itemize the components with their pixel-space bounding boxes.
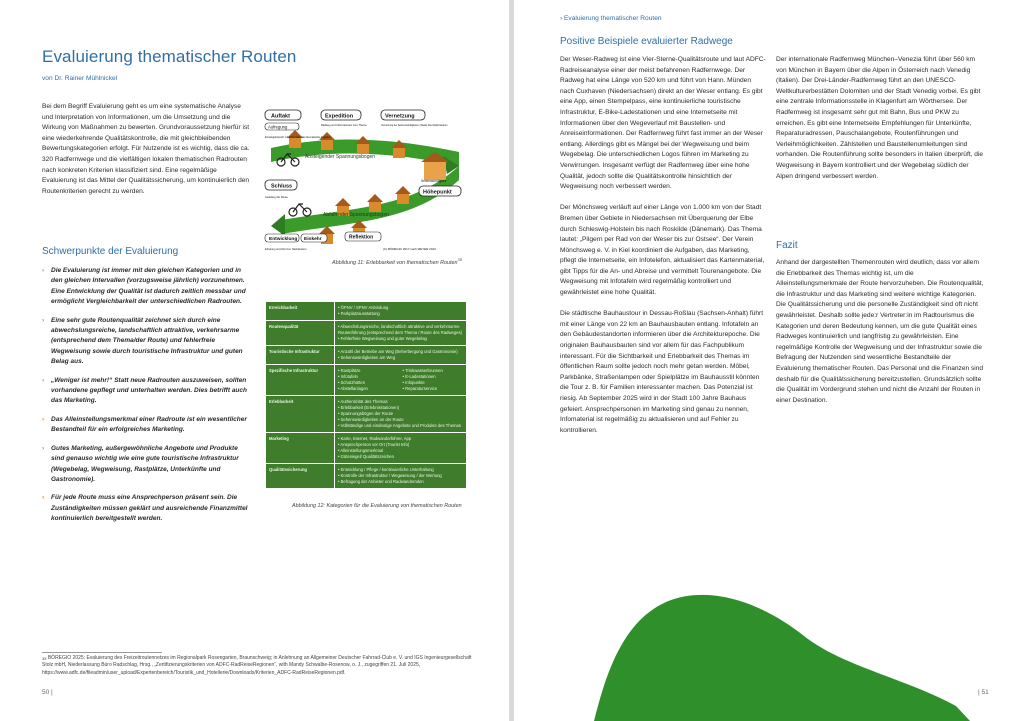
- criteria-items: [335, 464, 467, 489]
- label-reflektion: Reflektion: [349, 234, 374, 241]
- note-ausklang: Ausklang der Route: [265, 196, 288, 199]
- criteria-category: Marketing: [266, 433, 335, 464]
- criteria-items: [335, 396, 467, 433]
- criteria-item: • Kontrolle der Infrastruktur / Wegweisung / der Wertung: [338, 473, 442, 478]
- label-sehenswuerdigkeit: Sehenswürdigkeit: [421, 179, 447, 183]
- decorative-green-shape: [574, 588, 974, 721]
- criteria-item: • Abstellanlagen: [338, 386, 368, 391]
- criteria-row: [266, 321, 467, 346]
- criteria-row: [266, 396, 467, 433]
- criteria-item: • Anzahl der Betriebe am Weg (Beherbergung und Gastronomie): [338, 349, 458, 354]
- label-rising-arc: Ansteigender Spannungsbogen: [305, 154, 376, 160]
- criteria-category: Erlebbarkeit: [266, 396, 335, 433]
- criteria-row: [266, 302, 467, 321]
- bullet-item: › Das Alleinstellungsmerkmal einer Radroute ist ein wesentlicher Bestandteil für ein erfolgreiches Marketing.: [42, 415, 247, 434]
- criteria-item: • Rastplätze: [338, 368, 361, 373]
- page-title: Evaluierung thematischer Routen: [42, 47, 297, 67]
- criteria-item: • Authentizität des Themas: [338, 399, 388, 404]
- bullet-item: › Die Evaluierung ist immer mit den gleichen Kategorien und in den gleichen Intervallen (vorzugsweise jährlich) vorzunehmen. Eine Entwicklung der Qualität ist dadurch zeitlich messbar und ermöglicht Vergleichbarkeit der unterschiedlichen Radrouten.: [42, 267, 246, 306]
- label-schluss: Schluss: [271, 183, 293, 190]
- criteria-items: [335, 365, 467, 396]
- criteria-items: [335, 302, 467, 321]
- left-page: [0, 0, 509, 721]
- criteria-item: • Sehenswürdigkeiten an der Route: [338, 417, 404, 422]
- criteria-item: • Spannungsbögen der Route: [338, 411, 394, 416]
- criteria-item: • Erlebbarkeit (Erlebnisstationen): [338, 405, 400, 410]
- bullet-list: [42, 266, 252, 533]
- figure-caption-12: Abbildung 12: Kategorien für die Evaluierung von thematischen Routen: [292, 503, 462, 509]
- chevron-right-icon: ›: [42, 376, 45, 384]
- criteria-items: [335, 321, 467, 346]
- criteria-category: Spezifische Infrastruktur: [266, 365, 335, 396]
- diagram-credit: (C) BÖREGIO 2017 nach MEYER 2010: [383, 247, 436, 251]
- criteria-item: • Reparaturservice: [402, 386, 438, 391]
- text-column-2: [776, 55, 986, 193]
- criteria-item: • ÖPNV / SPNV Anbindung: [338, 305, 389, 310]
- criteria-item: • Karte, Internet, Radwanderführer, App: [338, 436, 412, 441]
- intro-paragraph: Bei dem Begriff Evaluierung geht es um eine systematische Analyse und Interpretation von Informationen, um die Umsetzung und die Wirkung von Maßnahmen zu bewerten. Grundvoraussetzung hierfür ist eine wiederkehrende Qualitätskontrolle, die mit gleichbleibenden Bewertungskategorien erfolgt. Für Nutzende ist es wichtig, dass die ca. 320 Radfernwege und die vielfältigen lokalen thematischen Radrouten nach konkreten Kriterien klassifiziert sind. Eine regelmäßige Evaluierung ist das Mittel der Qualitätssicherung, um kontinuierlich den Routenkriterien gerecht zu werden.: [42, 103, 250, 195]
- note-radweg: Radweg und Informationen zum Thema: [321, 124, 367, 127]
- paragraph-muenchen-venezia: Der internationale Radfernweg München–Venezia führt über 560 km von München in Bayern über die Alpen in Österreich nach Venedig (Italien). Der Drei-Länder-Radfernweg führt an den UNESCO-Weltkulturerbestätten Dolomiten und der Stadt Venedig vorbei. Es gibt eine zentrale Informationsstelle in Klagenfurt am Wörthersee. Der Radfernweg ist insgesamt sehr gut mit Bahn, Bus und PKW zu erreichen. Es gibt eine Internetseite Empfehlungen für Unterkünfte, Reparaturadressen, Pauschalangebote, Routenführungen und Verleihmöglichkeiten. Zählstellen und Baustellenumleitungen sind vorhanden. Die Routenführung sollte besonders in Italien überprüft, die Wegweisung in Bayern kontrolliert und der Wegebelag südlich der Alpen dringend verbessert werden.: [776, 56, 984, 180]
- paragraph-moenchsweg: Der Mönchsweg verläuft auf einer Länge von 1.000 km von der Stadt Bremen über Gebiete in Niedersachsen mit Überquerung der Elbe durch Schleswig-Holstein bis nach Roskilde (Dänemark). Das Thema lautet: „Pilgern per Rad von der Weser bis zur Ostsee“. Der Verein Mönchsweg e. V. in Kiel koordiniert die Aufgaben, das Marketing, pflegt die Internetseite, ein Infotelefon, aktualisiert das Kartenmaterial, gibt Tipps für die An- und Abreise und vermittelt Tourenangebote. Die Wegweisung mit Infotafeln wird regelmäßig kontrolliert und gewährleistet eine hohe Qualität.: [560, 204, 765, 297]
- criteria-item: • Alleinstellungsmerkmal: [338, 448, 384, 453]
- figure-caption-11: Abbildung 11: Erlebbarkeit von thematischen Routen$^{35}$: [332, 257, 462, 266]
- right-page: [514, 0, 1024, 721]
- fazit-text: [776, 258, 986, 417]
- criteria-item: • Infotafeln: [338, 374, 358, 379]
- criteria-items: [335, 346, 467, 365]
- criteria-item: • Fehlerfreie Wegweisung und guter Wegebelag: [338, 336, 427, 341]
- chevron-right-icon: ›: [42, 316, 45, 324]
- criteria-item: • Entwicklung / Pflege / kontinuierliche Unterhaltung: [338, 467, 434, 472]
- note-vernetzung: Vernetzung der Sehenswürdigkeiten (Stadt) über Erlebnisraum: [381, 124, 448, 127]
- page-number: 50 |: [42, 689, 53, 696]
- criteria-item: • Schutzhütten: [338, 380, 366, 385]
- evaluation-criteria-table: [265, 301, 467, 489]
- criteria-row: [266, 346, 467, 365]
- section-heading-beispiele: Positive Beispiele evaluierter Radwege: [560, 36, 733, 47]
- footnote-divider: [42, 652, 162, 653]
- chevron-right-icon: ›: [42, 494, 45, 502]
- criteria-row: [266, 365, 467, 396]
- criteria-item: • Gütesiegel/ Qualitätszeichen: [338, 454, 394, 459]
- bicycle-icon: [289, 204, 311, 216]
- label-entwicklung: Entwicklung: [269, 237, 298, 242]
- label-vernetzung: Vernetzung: [385, 113, 415, 120]
- label-aufregung: Aufregung: [268, 124, 288, 130]
- note-einstieg: Einstiegsbereich mit Infos über das thematische Angebot: [265, 136, 331, 139]
- criteria-category: Routenqualität: [266, 321, 335, 346]
- chevron-right-icon: ›: [42, 415, 45, 423]
- criteria-items: [335, 433, 467, 464]
- bullet-item: › Für jede Route muss eine Ansprechperson präsent sein. Die Zuständigkeiten müssen geklärt und ausreichende Finanzmittel kontinuierlich bereitgestellt werden.: [42, 494, 248, 523]
- chevron-right-icon: ›: [42, 267, 45, 274]
- bullet-item: › Eine sehr gute Routenqualität zeichnet sich durch eine abwechslungsreiche, landschaftlich attraktive, verkehrsarme (entsprechend dem Thema/der Route) und fehlerfreie Wegweisung sowie durch touristische Infrastruktur und guten Belag aus.: [42, 316, 243, 366]
- label-auftakt: Auftakt: [271, 113, 290, 120]
- label-expedition: Expedition: [325, 113, 354, 120]
- criteria-item: • Befragung der Anbieter und Radwandernden: [338, 479, 424, 484]
- label-falling-arc: Abfallender Spannungsbogen: [323, 212, 389, 218]
- label-einkehr: Einkehr: [304, 237, 322, 242]
- text-column-1: [560, 55, 766, 447]
- paragraph-bauhaustour: Die städtische Bauhaustour in Dessau-Roßlau (Sachsen-Anhalt) führt mit einer Länge von 22 km an Bauhausbauten entlang. Infotafeln an den Gebäudestandorten informieren über die Architekturepoche. Die originalen Bauhausbauten sind vor allem für das Fachpublikum interessant. Für die Sichtbarkeit und Erlebbarkeit des Themas im öffentlichen Raum sollte jedoch noch mehr getan werden. Möbel, Parkbänke, Straßenlampen oder Spielplätze im Bauhausstil könnten die Tour z. B. für Familien interessanter machen. Das Potenzial ist riesig. Ab September 2025 wird in der Stadt 100 Jahre Bauhaus gefeiert. Ansprechpersonen im Marketing sind genau zu nennen, Infomaterial ist regelmäßig zu aktualisieren und auf Fehler zu kontrollieren.: [560, 310, 764, 434]
- chevron-right-icon: ›: [42, 444, 45, 452]
- paragraph-fazit: Anhand der dargestellten Themenrouten wird deutlich, dass vor allem die Erlebbarkeit des Themas wichtig ist, um die Alleinstellungsmerkmale der Route hervorzuheben. Die Routenqualität, die Infrastruktur und das Marketing sind weitere wichtige Kategorien. Die Qualitätssicherung und die personelle Zuständigkeit sind oft nicht gewährleistet. Deshalb sollte jede:r Vertreter:in im Radtourismus die Kategorien und deren Bedeutung kennen, um die gute Qualität eines Radweges kontinuierlich und langfristig zu gewährleisten. Eine regelmäßige Kontrolle der Wegweisung und der Infrastruktur sowie die Befragung der Nutzenden sind wesentliche Bestandteile der Evaluierung thematischer Routen. Das Personal und die Finanzen sind deshalb für die Qualitätssicherung bereitzustellen. Grundsätzlich sollte die Qualität im Vordergrund stehen und nicht die Anzahl der Routen in einer Destination.: [776, 259, 984, 404]
- bullet-item: › Gutes Marketing, außergewöhnliche Angebote und Produkte sind genauso wichtig wie eine gute touristische Infrastruktur (Wegebelag, Wegweisung, Rastplätze, Unterkünfte und Gastronomie).: [42, 444, 239, 483]
- criteria-category: Touristische Infrastruktur: [266, 346, 335, 365]
- criteria-item: • Parkplatzausstattung: [338, 311, 380, 316]
- note-erholung: Erholung und Zeit zum Nachdenken: [265, 248, 307, 251]
- criteria-item: • Abwechslungsreiche, landschaftlich attraktive und verkehrsarme Routenführung (entsprechend dem Thema / Route des Radweges): [338, 324, 462, 335]
- author-line: von Dr. Rainer Mühlnickel: [42, 75, 118, 82]
- criteria-item: • E-Ladestationen: [402, 374, 436, 379]
- section-heading-schwerpunkte: Schwerpunkte der Evaluierung: [42, 246, 179, 257]
- criteria-item: • Trinkwasserbrunnen: [402, 368, 443, 373]
- criteria-item: • Sehenswürdigkeiten am Weg: [338, 355, 396, 360]
- running-head: › Evaluierung thematischer Routen: [560, 15, 662, 22]
- page-number: | 51: [978, 689, 989, 696]
- criteria-item: • Ansprechperson vor Ort (Tourist Info): [338, 442, 410, 447]
- section-heading-fazit: Fazit: [776, 240, 798, 251]
- criteria-category: Qualitätssicherung: [266, 464, 335, 489]
- criteria-category: Erreichbarkeit: [266, 302, 335, 321]
- bullet-item: › „Weniger ist mehr!“ Statt neue Radrouten auszuweisen, sollten vorhandene gepflegt und unterhalten werden. Dies betrifft auch das Marketing.: [42, 376, 247, 405]
- criteria-row: [266, 433, 467, 464]
- footnote: $^{35}$ BÖREGIO 2025: Evaluierung des Freizeitroutennetzes im Regionalpark Rosengarten, Braunschweig; in Anlehnung an Allgemeiner Deutscher Fahrrad-Club e. V. und IGS Ingenieurgesellschaft Stolz mbH, Niederlassung Büro Radschlag, Hrsg., „Zertifizierungskriterien von ADFC-RadReiseRegionen“, with Mandy Schwalbe-Rosenow, o. J., zugegriffen 21. Juli 2025, https://www.adfc.de/fileadmin/user_upload/Expertenbereich/Touristik_und_Hotellerie/Downloads/Kriterien_ADFC-RadReiseRegionen.pdf.: [42, 655, 472, 676]
- criteria-item: • Vollständige und eindeutige Angebote und Produkte des Themas: [338, 423, 461, 428]
- criteria-row: [266, 464, 467, 489]
- criteria-item: • Infopunkte: [402, 380, 425, 385]
- paragraph-weser-radweg: Der Weser-Radweg ist eine Vier-Sterne-Qualitätsroute und laut ADFC-Radreiseanalyse einer der meist befahrenen Radfernwege. Der Radweg hat eine Länge von 520 km und führt von Hann. Münden nach Cuxhaven (Niedersachsen) direkt an der Weser entlang. Es gibt eine App, einen Stempelpass, eine kontinuierliche touristische Infrastruktur, E-Bike-Ladestationen und eine Internetseite mit Informationen über den Wegeverlauf mit Baustellen- und Anreiseinformationen. Der Radfernweg führt fast immer an der Weser entlang. Allerdings gibt es Mängel bei der Wegweisung und beim Wegebelag. Die unterschiedlichen Logos führen im Marketing zu Verwirrungen. Insgesamt verfügt der Radfernweg über eine hohe Qualität, jedoch sollte die Qualitätskontrolle hinsichtlich der Wegweisung noch verbessert werden.: [560, 56, 766, 191]
- label-hoehepunkt: Höhepunkt: [423, 189, 452, 196]
- route-experience-diagram: [263, 108, 467, 258]
